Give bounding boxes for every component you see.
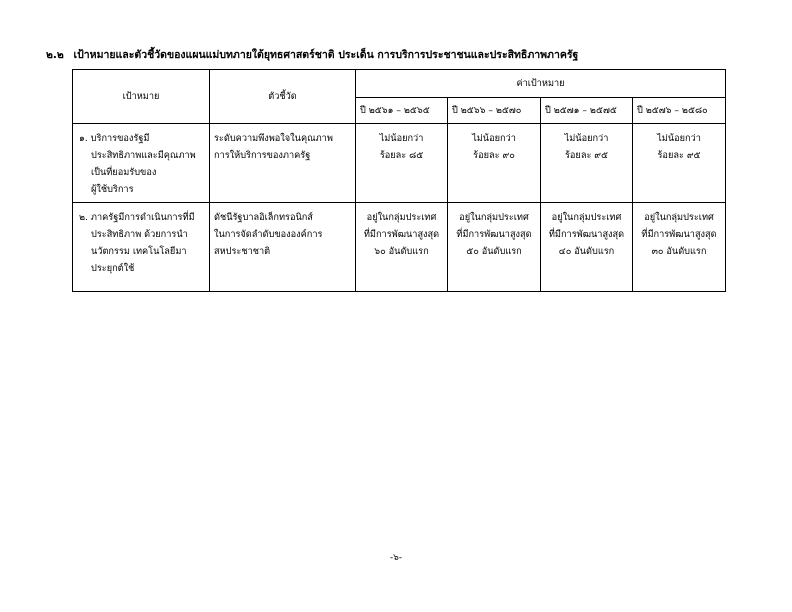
target-cell — [541, 203, 633, 292]
indicator-text: ดัชนีรัฐบาลอิเล็กทรอนิกส์ — [214, 212, 313, 223]
target-cell — [356, 203, 448, 292]
goal-text: ๑. บริการของรัฐมี — [79, 133, 150, 144]
indicator-text: ในการจัดลำดับขององค์การ — [214, 229, 323, 240]
target-text: ไม่น้อยกว่า — [564, 133, 609, 144]
indicator-text: การให้บริการของภาครัฐ — [214, 150, 311, 161]
goals-table — [72, 69, 726, 292]
page-number: -๖- — [389, 553, 403, 563]
target-text: อยู่ในกลุ่มประเทศ — [644, 212, 714, 223]
target-text: อยู่ในกลุ่มประเทศ — [459, 212, 529, 223]
section-heading — [46, 46, 746, 63]
target-text: ร้อยละ ๘๕ — [379, 150, 424, 161]
section-number: ๒.๒ — [46, 49, 64, 61]
target-text: ที่มีการพัฒนาสูงสุด — [456, 229, 532, 240]
target-cell — [633, 203, 726, 292]
target-text: ไม่น้อยกว่า — [472, 133, 516, 144]
goal-text: ผู้ใช้บริการ — [91, 184, 134, 195]
target-text: ไม่น้อยกว่า — [379, 133, 424, 144]
target-cell — [633, 124, 726, 203]
indicator-text: ระดับความพึงพอใจในคุณภาพ — [214, 133, 333, 144]
target-text: อยู่ในกลุ่มประเทศ — [366, 212, 437, 223]
target-text: ร้อยละ ๙๕ — [564, 150, 608, 161]
goal-text: ประสิทธิภาพ ด้วยการนำ — [91, 229, 188, 240]
target-text: ๕๐ อันดับแรก — [466, 246, 522, 257]
table-row — [73, 203, 726, 292]
target-text: ๓๐ อันดับแรก — [651, 246, 707, 257]
header-period-4: ปี ๒๕๗๖ – ๒๕๘๐ — [633, 98, 726, 124]
goal-text: ๒. ภาครัฐมีการดำเนินการที่มี — [79, 212, 195, 223]
header-period-1: ปี ๒๕๖๑ – ๒๕๖๕ — [356, 98, 448, 124]
header-period-3: ปี ๒๕๗๑ – ๒๕๗๕ — [541, 98, 633, 124]
indicator-cell — [210, 124, 356, 203]
goal-text: ประสิทธิภาพและมีคุณภาพ — [91, 150, 196, 161]
target-cell — [356, 124, 448, 203]
target-text: ๖๐ อันดับแรก — [374, 246, 429, 257]
target-cell — [541, 124, 633, 203]
goal-text: นวัตกรรม เทคโนโลยีมา — [91, 246, 187, 257]
goal-text: เป็นที่ยอมรับของ — [91, 167, 157, 178]
target-text: ที่มีการพัฒนาสูงสุด — [363, 229, 440, 240]
table-header-row — [73, 70, 726, 98]
header-goal: เป้าหมาย — [73, 70, 210, 124]
goal-cell — [73, 203, 210, 292]
target-text: ร้อยละ ๙๕ — [657, 150, 701, 161]
table-row — [73, 124, 726, 203]
indicator-text: สหประชาชาติ — [214, 246, 271, 257]
header-indicator: ตัวชี้วัด — [210, 70, 356, 124]
target-text: ร้อยละ ๙๐ — [473, 150, 515, 161]
target-text: ไม่น้อยกว่า — [657, 133, 701, 144]
target-text: ๔๐ อันดับแรก — [558, 246, 615, 257]
header-target-values: ค่าเป้าหมาย — [356, 70, 726, 98]
target-text: ที่มีการพัฒนาสูงสุด — [641, 229, 717, 240]
goal-text: ประยุกต์ใช้ — [91, 263, 135, 274]
target-cell — [448, 203, 541, 292]
target-cell — [448, 124, 541, 203]
target-text: ที่มีการพัฒนาสูงสุด — [548, 229, 625, 240]
header-period-2: ปี ๒๕๖๖ – ๒๕๗๐ — [448, 98, 541, 124]
goal-cell — [73, 124, 210, 203]
indicator-cell — [210, 203, 356, 292]
section-title: เป้าหมายและตัวชี้วัดของแผนแม่บทภายใต้ยุทธศาสตร์ชาติ ประเด็น การบริการประชาชนและประสิทธิภาพภาครัฐ — [73, 49, 579, 61]
target-text: อยู่ในกลุ่มประเทศ — [551, 212, 622, 223]
